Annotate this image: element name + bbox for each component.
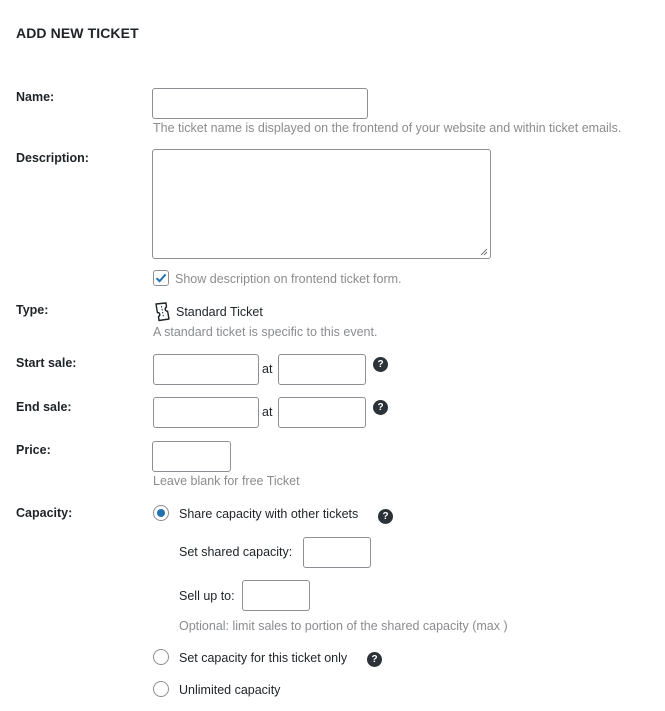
end-sale-time-input[interactable]	[278, 397, 366, 428]
price-label: Price:	[16, 443, 51, 457]
capacity-shared-radio[interactable]	[153, 505, 169, 521]
ticket-type-value: Standard Ticket	[176, 305, 263, 319]
start-sale-label: Start sale:	[16, 356, 77, 370]
end-sale-label: End sale:	[16, 400, 72, 414]
price-input[interactable]	[152, 441, 231, 472]
end-sale-help-icon[interactable]: ?	[373, 400, 388, 415]
start-sale-date-input[interactable]	[153, 354, 259, 385]
sell-up-to-input[interactable]	[242, 580, 310, 611]
description-textarea[interactable]	[152, 149, 491, 259]
checkmark-icon	[154, 271, 168, 285]
shared-capacity-label: Set shared capacity:	[179, 545, 293, 559]
price-help: Leave blank for free Ticket	[153, 474, 300, 488]
name-label: Name:	[16, 90, 55, 104]
end-sale-at-label: at	[262, 405, 273, 419]
resize-grip-icon[interactable]	[480, 248, 488, 256]
description-label: Description:	[16, 151, 89, 165]
ticket-type-help: A standard ticket is specific to this event.	[153, 325, 378, 339]
sell-up-to-label: Sell up to:	[179, 589, 235, 603]
ticket-icon	[153, 302, 171, 322]
show-description-label[interactable]: Show description on frontend ticket form.	[175, 272, 402, 286]
capacity-unlimited-label[interactable]: Unlimited capacity	[179, 683, 281, 697]
shared-capacity-input[interactable]	[303, 537, 371, 568]
show-description-checkbox[interactable]	[153, 270, 169, 286]
end-sale-date-input[interactable]	[153, 397, 259, 428]
name-input[interactable]	[152, 88, 368, 119]
capacity-unlimited-radio[interactable]	[153, 681, 169, 697]
start-sale-time-input[interactable]	[278, 354, 366, 385]
capacity-label: Capacity:	[16, 506, 73, 520]
capacity-shared-label[interactable]: Share capacity with other tickets	[179, 507, 359, 521]
page-title: ADD NEW TICKET	[16, 25, 139, 41]
start-sale-at-label: at	[262, 362, 273, 376]
capacity-own-help-icon[interactable]: ?	[367, 652, 382, 667]
type-label: Type:	[16, 303, 49, 317]
capacity-own-radio[interactable]	[153, 649, 169, 665]
capacity-own-label[interactable]: Set capacity for this ticket only	[179, 651, 348, 665]
capacity-shared-help-icon[interactable]: ?	[378, 509, 393, 524]
start-sale-help-icon[interactable]: ?	[373, 357, 388, 372]
name-help: The ticket name is displayed on the frontend of your website and within ticket emails.	[153, 121, 622, 135]
sell-up-to-help: Optional: limit sales to portion of the shared capacity (max )	[179, 619, 508, 633]
